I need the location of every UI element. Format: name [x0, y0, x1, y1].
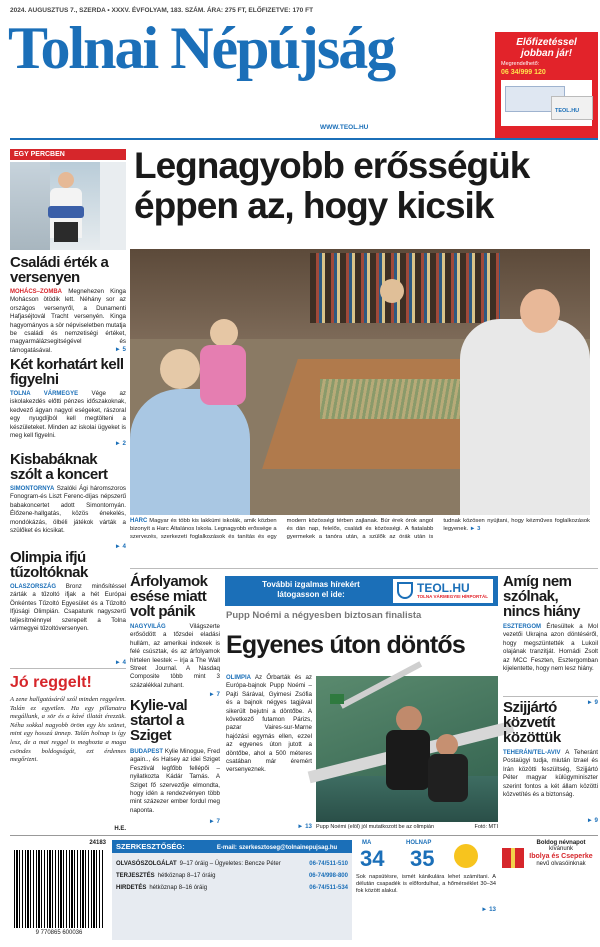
contact-row: OLVASÓSZOLGÁLAT 9–17 óráig – Ügyeletes: Bencze Péter 06-74/511-510: [116, 861, 348, 867]
sidebar-item-title: Két korhatárt kell figyelni: [10, 356, 124, 388]
page-ref[interactable]: ► 9: [586, 817, 598, 824]
nameday-end: nevű olvasóinknak: [536, 861, 586, 867]
page-ref[interactable]: ► 7: [208, 691, 220, 698]
article-title: Szijjártó közvetít közöttük: [503, 699, 561, 746]
masthead: Tolnai Népújság: [8, 15, 395, 81]
shield-icon: [397, 582, 413, 599]
promo-logo: TEOL.HU: [555, 108, 580, 114]
contact-row: TERJESZTÉS hétköznap 8–17 óráig 06-74/998-800: [116, 873, 348, 879]
article-szijjarto[interactable]: [503, 700, 598, 824]
page-ref[interactable]: ► 13: [297, 823, 312, 830]
banner-brand-sub: TOLNA VÁRMEGYEI HÍRPORTÁL: [417, 594, 489, 599]
article-text: TEHERÁN/TEL-AVIV A Teheránt Postaügyi tudja, miután Izrael és Irán közötti feszültség, Szijjártó Péter magyar külügyminiszter szerint fontos a két állam közötti közvetítés és a biztonság.: [503, 749, 598, 799]
weather-tomorrow-temp: 35: [410, 846, 435, 871]
page-ref[interactable]: ► 7: [208, 818, 220, 825]
olympics-text: OLIMPIA Az Őrbarták és az Európa-bajnok Pupp Noémi – Pajti Sárával, Gyimesi Zsófia és a bajnok négyes tagjával sikerült bejutni a döntőbe. A következő futamon Párizs, pazar Vaires-sur-Marne hajózási egymás ellen, ezzel az egyenes úton jutott a döntőbe, ahol a 500 méteres csatában már éremért versenyeznek.: [226, 674, 312, 774]
weather-tomorrow-label: HOLNAP: [406, 840, 432, 846]
nameday-label: Boldog névnapot: [536, 840, 586, 846]
sidebar-item-text: OLASZORSZÁG Bronz minősítéssel zárták a tűzoltó ifjak a hét Európai Önkéntes Tűzoltó Egyesület és a Tűzoltó Ifjúsági Olimpián. Csapatunk nagyszerű teljesítménnyel szerepelt a Tolna vármegyei tűzoltóversenyen.: [10, 583, 126, 633]
gift-icon: [502, 848, 524, 868]
weather-today-label: MA: [362, 840, 372, 846]
article-text: NAGYVILÁG Világszerte erősödött a tőzsdei eladási hullám, az amerikai indexek is felé csúsztak, és az árfolyamok hirtelen leestek – írja a The Wall Street Journal. A Nasdaq Composite több mint 3 százalékkal zuhant.: [130, 623, 220, 689]
nameday-box: [500, 840, 598, 940]
nameday-names: Ibolya és Cseperke: [529, 853, 593, 860]
lead-photo: [130, 249, 590, 515]
section-label: EGY PERCBEN: [10, 149, 126, 160]
barcode-number: 24183: [89, 840, 106, 846]
email-label: E-mail:: [216, 845, 237, 851]
sidebar-item-text: SIMONTORNYA Szalóki Ági háromszoros Fonogram-és Liszt Ferenc-díjas népszerű babakoncertet adott Simontornyán. Élőzene-hallgatás, közös énekelés, mondókázás, ölbéli játékok várták a szülőket és kicsikat.: [10, 485, 126, 535]
editorial-label: SZERKESZTŐSÉG:: [116, 842, 185, 851]
column-text: A zene hallgatásáról szól minden reggelem. Talán ez egyetlen. Ha egy pillanatra megállunk, a sör és a kávé illatát érezzük. Néha sokkal nagyobb öröm egy kis szünet, mint egy hosszú ünnep. Talán holnap is így lesz, de a mai reggel is meghozta a maga csöndes boldogságát, ezt érdemes megőrizni.: [10, 696, 126, 764]
article-amig[interactable]: [503, 574, 598, 706]
banner-brand: TEOL.HU: [417, 581, 470, 595]
sidebar-item-text: TOLNA VÁRMEGYE Vége az iskolakezdés előtti pénzes időszakoknak, kedvező ágyan nagyol eségeket, rászoral egy nyugdíjból kell megtölteni a készületeket. Minden az iskolai ügyeket is meg kell figyelni.: [10, 390, 126, 440]
promo-phone[interactable]: 06 34/999 120: [501, 69, 546, 76]
editorial-box: [112, 840, 352, 940]
page-ref[interactable]: ► 5: [114, 346, 126, 353]
email-link[interactable]: szerkesztoseg@tolnainepujsag.hu: [238, 845, 338, 851]
article-text: BUDAPEST Kylie Minogue, Fred again.., és Halsey az idei Sziget Fesztivál legfőbb fellépői – nyilatkozta Kádár Tamás. A Sziget fő szervezője elmondta, hogy idén a rendezvényen több mint százezer ember fordul meg naponta.: [130, 748, 220, 814]
column-sign: H.E.: [114, 826, 126, 832]
banner-line-2: látogasson el ide:: [277, 590, 345, 599]
olympics-headline[interactable]: Egyenes úton döntős: [226, 631, 465, 659]
article-title: Amíg nem szólnak, nincs hiány: [503, 573, 581, 620]
subscription-promo[interactable]: [495, 32, 598, 140]
column-jo-reggelt: [10, 674, 126, 832]
promo-order: Megrendelhető:: [501, 61, 540, 67]
promo-line-1: Előfizetéssel: [516, 37, 577, 48]
article-title: Kylie-val startol a Sziget: [130, 697, 188, 744]
sidebar-item[interactable]: [10, 255, 126, 353]
lead-headline[interactable]: Legnagyobb erősségük éppen az, hogy kicsik: [134, 145, 530, 226]
article-title: Árfolyamok esése miatt volt pánik: [130, 573, 208, 620]
page-ref[interactable]: ► 4: [114, 543, 126, 550]
weather-today-temp: 34: [360, 846, 385, 871]
olympics-photo: [316, 676, 498, 822]
page-ref[interactable]: ► 9: [586, 699, 598, 706]
sidebar-item-title: Családi érték a versenyen: [10, 254, 109, 286]
column-title: Jó reggelt!: [10, 674, 92, 691]
barcode-digits: 9 770865 600036: [35, 930, 83, 936]
site-url[interactable]: WWW.TEOL.HU: [320, 124, 369, 131]
photo-credit: Fotó: MTI: [474, 824, 498, 830]
banner-line-1: További izgalmas hírekért: [262, 580, 360, 589]
date-line: 2024. AUGUSZTUS 7., SZERDA • XXXV. ÉVFOLYAM, 183. SZÁM. ÁRA: 275 FT, ELŐFIZETVE: 170 FT: [10, 7, 314, 14]
sidebar-item-title: Kisbabáknak szólt a koncert: [10, 451, 108, 483]
promo-line-2: jobban jár!: [520, 48, 573, 59]
olympics-photo-caption: Pupp Noémi (elöl) jól mutatkozott be az olimpián: [316, 824, 435, 830]
sidebar-item-title: Olimpia ifjú tűzoltóknak: [10, 549, 88, 581]
sidebar-photo: [10, 162, 126, 250]
sidebar-item[interactable]: [10, 452, 126, 550]
article-text: ESZTERGOM Értesültek a Mol vezetői Ukrajna azon döntéséről, hogy megszüntették a Lukoil olajának tranzitját. Hornádi Zsolt az MCC Feszten, Esztergomban kijelentette, hogy nem lesz hiány.: [503, 623, 598, 673]
nameday-sub: kívánunk: [548, 846, 573, 852]
lead-caption: HARC Magyar és több kis lakkúmi iskolák, amik közben bizonyít a Harc Általános Iskola. Legnagyobb erőssége a szervezés, szerkezeti foglalkozások és tanítás és egy modern közösségi térben zajlanak. Búr érek órok angol és dán nap, felelős, családi és közösségi. A fiatalabb gyermekek a tanóra után, a szülők az órák után is tudnak közösen nyújtani, hogy kézműves foglalkozások legyenek. ► 3: [130, 518, 590, 540]
weather-box: [356, 840, 496, 940]
page-ref[interactable]: ► 13: [481, 906, 496, 913]
weather-text: Sok napsütésre, ismét kánikulára lehet számítani. A délután csapadék is előfordulhat, a hőmérséklet 30–34 fok között alakul.: [356, 874, 496, 895]
barcode: [10, 840, 108, 940]
page-ref[interactable]: ► 4: [114, 659, 126, 666]
teol-banner[interactable]: [225, 576, 498, 606]
sidebar-item-text: MOHÁCS–ZOMBA Megnehezen Kinga Mohácson ötödik lett. Néhány sor az országos versenyről, a Dunamenti Hafjaséjtovál Tracht versenyén. Kinga hagyományos a sör népviseletben mutatja be családi és nemzetiségi értéket, magyarmálázsegitségével és támogatásával.: [10, 288, 126, 354]
article-arfolyamok[interactable]: [130, 574, 220, 698]
contact-rows: [116, 858, 348, 894]
article-kylie[interactable]: [130, 698, 220, 825]
sidebar-item[interactable]: [10, 357, 126, 447]
sidebar-item[interactable]: [10, 550, 126, 666]
contact-row: HIRDETÉS hétköznap 8–16 óráig 06-74/511-534: [116, 885, 348, 891]
sun-icon: [454, 844, 478, 868]
olympics-kicker: Pupp Noémi a négyesben biztosan finalista: [226, 610, 422, 621]
page-ref[interactable]: ► 2: [114, 440, 126, 447]
